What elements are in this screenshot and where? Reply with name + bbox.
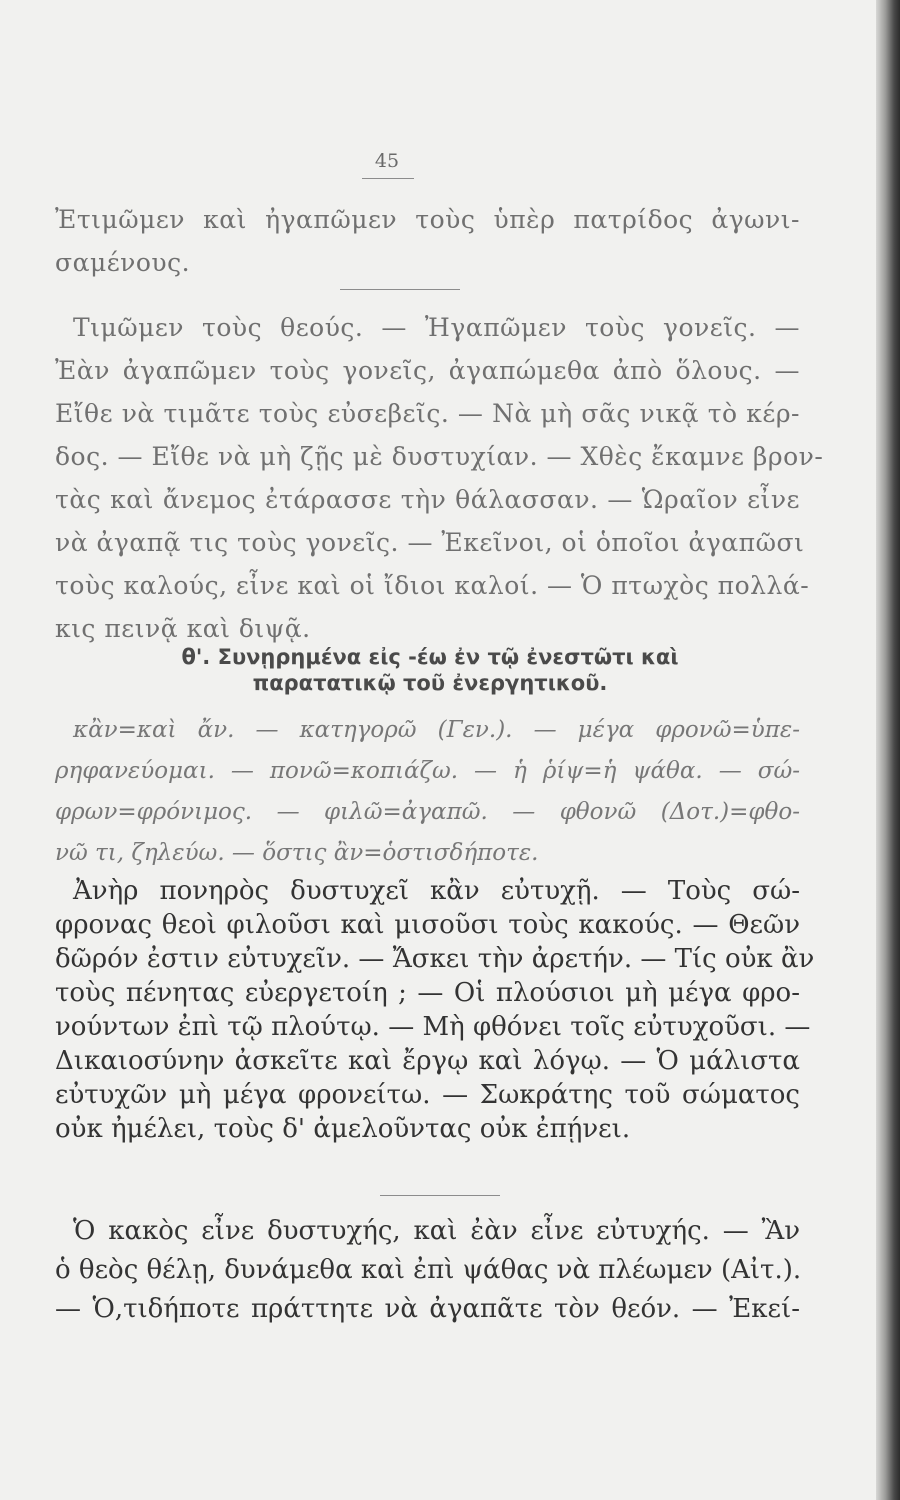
text-line: Ἐὰν ἀγαπῶμεν τοὺς γονεῖς, ἀγαπώμεθα ἀπὸ ὅλους. — (55, 356, 800, 385)
text-line: Δικαιοσύνην ἀσκεῖτε καὶ ἔργῳ καὶ λόγῳ. — Ὁ μάλιστα (55, 1046, 800, 1076)
text-line: Τιμῶμεν τοὺς θεούς. — Ἠγαπῶμεν τοὺς γονεῖς. — (73, 313, 800, 342)
paragraph-4 (55, 1212, 800, 1329)
book-binding-shadow (876, 0, 900, 1500)
paragraph-3 (55, 874, 815, 1146)
section-heading-line: παρατατικῷ τοῦ ἐνεργητικοῦ. (252, 671, 608, 695)
section-divider (340, 289, 460, 290)
text-line: φρονας θεοὶ φιλοῦσι καὶ μισοῦσι τοὺς κακούς. — Θεῶν (55, 910, 800, 940)
text-line: Ὁ κακὸς εἶνε δυστυχής, καὶ ἐὰν εἶνε εὐτυχής. — Ἂν (73, 1216, 800, 1246)
text-line: Ἀνὴρ πονηρὸς δυστυχεῖ κἂν εὐτυχῇ. — Τοὺς σώ- (73, 876, 800, 906)
section-heading (60, 644, 800, 696)
text-line: νῶ τι, ζηλεύω. — ὅστις ἂν=ὁστισδήποτε. (55, 840, 539, 866)
text-line: τὰς καὶ ἄνεμος ἐτάρασσε τὴν θάλασσαν. — Ὡραῖον εἶνε (55, 485, 800, 514)
vocabulary-notes (55, 710, 800, 874)
section-heading-line: θ'. Συνῃρημένα εἰς -έω ἐν τῷ ἐνεστῶτι καὶ (181, 645, 679, 669)
text-line: κις πεινᾷ καὶ διψᾷ. (55, 614, 311, 643)
text-line: νὰ ἀγαπᾷ τις τοὺς γονεῖς. — Ἐκεῖνοι, οἱ ὁποῖοι ἀγαπῶσι (55, 528, 805, 557)
paragraph-2 (55, 306, 824, 650)
page-number: 45 (374, 150, 400, 172)
text-line: Εἴθε νὰ τιμᾶτε τοὺς εὐσεβεῖς. — Νὰ μὴ σᾶς νικᾷ τὸ κέρ- (55, 399, 800, 428)
text-line: ρηφανεύομαι. — πονῶ=κοπιάζω. — ἡ ῥίψ=ἡ ψάθα. — σώ- (55, 758, 800, 784)
text-line: τοὺς καλούς, εἶνε καὶ οἱ ἴδιοι καλοί. — Ὁ πτωχὸς πολλά- (55, 571, 810, 600)
text-line: σαμένους. (55, 248, 191, 277)
section-divider (380, 1195, 500, 1196)
text-line: φρων=φρόνιμος. — φιλῶ=ἀγαπῶ. — φθονῶ (Δοτ.)=φθο- (55, 799, 800, 825)
text-line: — Ὁ,τιδήποτε πράττητε νὰ ἀγαπᾶτε τὸν θεόν. — Ἐκεί- (55, 1294, 800, 1324)
text-line: ὁ θεὸς θέλῃ, δυνάμεθα καὶ ἐπὶ ψάθας νὰ πλέωμεν (Αἰτ.). (55, 1255, 802, 1285)
text-line: δος. — Εἴθε νὰ μὴ ζῇς μὲ δυστυχίαν. — Χθὲς ἔκαμνε βρον- (55, 442, 824, 471)
text-line: νούντων ἐπὶ τῷ πλούτῳ. — Μὴ φθόνει τοῖς εὐτυχοῦσι. — (55, 1012, 811, 1042)
text-line: κἂν=καὶ ἄν. — κατηγορῶ (Γεν.). — μέγα φρονῶ=ὑπε- (73, 717, 800, 743)
text-line: δῶρόν ἐστιν εὐτυχεῖν. — Ἄσκει τὴν ἀρετήν. — Τίς οὐκ ἂν (55, 944, 815, 974)
text-line: τοὺς πένητας εὐεργετοίη ; — Οἱ πλούσιοι μὴ μέγα φρο- (55, 978, 800, 1008)
page-number-rule (362, 178, 414, 179)
text-line: οὐκ ἠμέλει, τοὺς δ' ἀμελοῦντας οὐκ ἐπῄνει. (55, 1114, 631, 1144)
text-line: Ἐτιμῶμεν καὶ ἠγαπῶμεν τοὺς ὑπὲρ πατρίδος ἀγωνι- (55, 205, 800, 234)
text-line: εὐτυχῶν μὴ μέγα φρονείτω. — Σωκράτης τοῦ σώματος (55, 1080, 800, 1110)
paragraph-1 (55, 198, 800, 284)
